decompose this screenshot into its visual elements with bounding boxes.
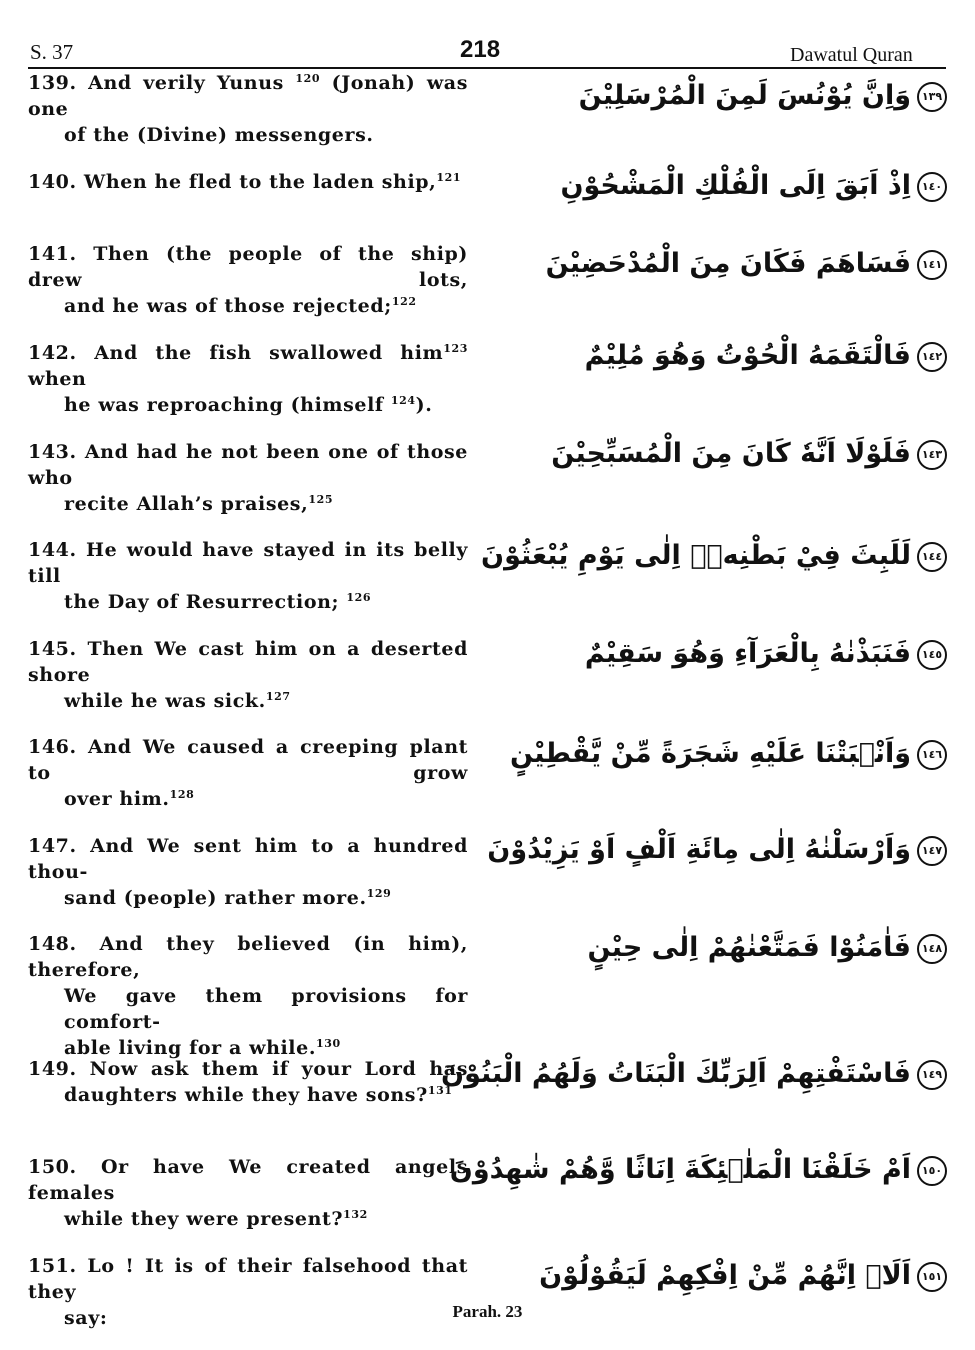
page-number: 218 (460, 36, 501, 63)
verse-139-arabic: ١٣٩وَاِنَّ يُوْنُسَ لَمِنَ الْمُرْسَلِيْنَ (507, 76, 947, 116)
verse-146-translation: 146. And We caused a creeping plant to grow over him.$^{128}$ (28, 736, 468, 810)
verse-148-translation: 148. And they believed (in him), therefore, We gave them provisions for comfort- able living for a while.$^{130}$ (28, 933, 468, 1059)
ayah-marker-icon: ١٤٧ (917, 836, 947, 866)
ayah-marker-icon: ١٤٨ (917, 934, 947, 964)
verse-143-translation: 143. And had he not been one of those who recite Allah’s praises,$^{125}$ (28, 441, 468, 515)
verse-142-translation: 142. And the fish swallowed him$^{123}$ when he was reproaching (himself $^{124}$). (28, 342, 468, 416)
ayah-marker-icon: ١٥٠ (917, 1156, 947, 1186)
surah-label: S. 37 (30, 40, 74, 64)
verse-148-arabic: ١٤٨فَاٰمَنُوْا فَمَتَّعْنٰهُمْ اِلٰى حِيْنٍ (507, 928, 947, 968)
ayah-marker-icon: ١٥١ (917, 1262, 947, 1292)
verse-143-arabic: ١٤٣فَلَوْلَا اَنَّهٗ كَانَ مِنَ الْمُسَبِّحِيْنَ (507, 434, 947, 474)
verse-145-translation: 145. Then We cast him on a deserted shore while he was sick.$^{127}$ (28, 638, 468, 712)
verse-139-translation: 139. And verily Yunus $^{120}$ (Jonah) was one of the (Divine) messengers. (28, 72, 468, 146)
verse-149-translation: 149. Now ask them if your Lord has daughters while they have sons?$^{131}$ (28, 1058, 468, 1106)
verse-140-translation: 140. When he fled to the laden ship,$^{121}$ (28, 171, 462, 193)
ayah-marker-icon: ١٤٠ (917, 172, 947, 202)
verse-151-translation: 151. Lo ! It is of their falsehood that they say: (28, 1255, 468, 1329)
verse-147-arabic: ١٤٧وَاَرْسَلْنٰهُ اِلٰى مِائَةِ اَلْفٍ اَوْ يَزِيْدُوْنَ (507, 830, 947, 870)
verse-147-translation: 147. And We sent him to a hundred thou- sand (people) rather more.$^{129}$ (28, 835, 468, 909)
verse-149-arabic: ١٤٩فَاسْتَفْتِهِمْ اَلِرَبِّكَ الْبَنَاتُ وَلَهُمُ الْبَنُوْنَ (507, 1054, 947, 1094)
ayah-marker-icon: ١٤٤ (917, 542, 947, 572)
ayah-marker-icon: ١٤٦ (917, 740, 947, 770)
ayah-marker-icon: ١٤٣ (917, 440, 947, 470)
verse-140-arabic: ١٤٠اِذْ اَبَقَ اِلَى الْفُلْكِ الْمَشْحُوْنِ (507, 166, 947, 206)
header-divider (28, 67, 946, 69)
verse-144-translation: 144. He would have stayed in its belly till the Day of Resurrection; $^{126}$ (28, 539, 468, 613)
book-title: Dawatul Quran (790, 44, 913, 66)
ayah-marker-icon: ١٣٩ (917, 82, 947, 112)
verse-141-translation: 141. Then (the people of the ship) drew lots, and he was of those rejected;$^{122}$ (28, 243, 468, 317)
ayah-marker-icon: ١٤١ (917, 250, 947, 280)
verse-150-arabic: ١٥٠اَمْ خَلَقْنَا الْمَلٰۤئِكَةَ اِنَاثًا وَّهُمْ شٰهِدُوْنَ (507, 1150, 947, 1190)
parah-footer: Parah. 23 (452, 1302, 523, 1321)
verse-145-arabic: ١٤٥فَنَبَذْنٰهُ بِالْعَرَآءِ وَهُوَ سَقِيْمٌ (507, 634, 947, 674)
ayah-marker-icon: ١٤٥ (917, 640, 947, 670)
ayah-marker-icon: ١٤٢ (917, 342, 947, 372)
verse-146-arabic: ١٤٦وَاَنْۢبَتْنَا عَلَيْهِ شَجَرَةً مِّنْ يَّقْطِيْنٍ (507, 734, 947, 774)
verse-151-arabic: ١٥١اَلَاۤ اِنَّهُمْ مِّنْ اِفْكِهِمْ لَيَقُوْلُوْنَ (507, 1256, 947, 1296)
ayah-marker-icon: ١٤٩ (917, 1060, 947, 1090)
verse-150-translation: 150. Or have We created angels females while they were present?$^{132}$ (28, 1156, 468, 1230)
verse-144-arabic: ١٤٤لَلَبِثَ فِيْ بَطْنِهٖۤ اِلٰى يَوْمِ يُبْعَثُوْنَ (507, 536, 947, 576)
verse-142-arabic: ١٤٢فَالْتَقَمَهُ الْحُوْتُ وَهُوَ مُلِيْمٌ (507, 336, 947, 376)
verse-141-arabic: ١٤١فَسَاهَمَ فَكَانَ مِنَ الْمُدْحَضِيْنَ (507, 244, 947, 284)
